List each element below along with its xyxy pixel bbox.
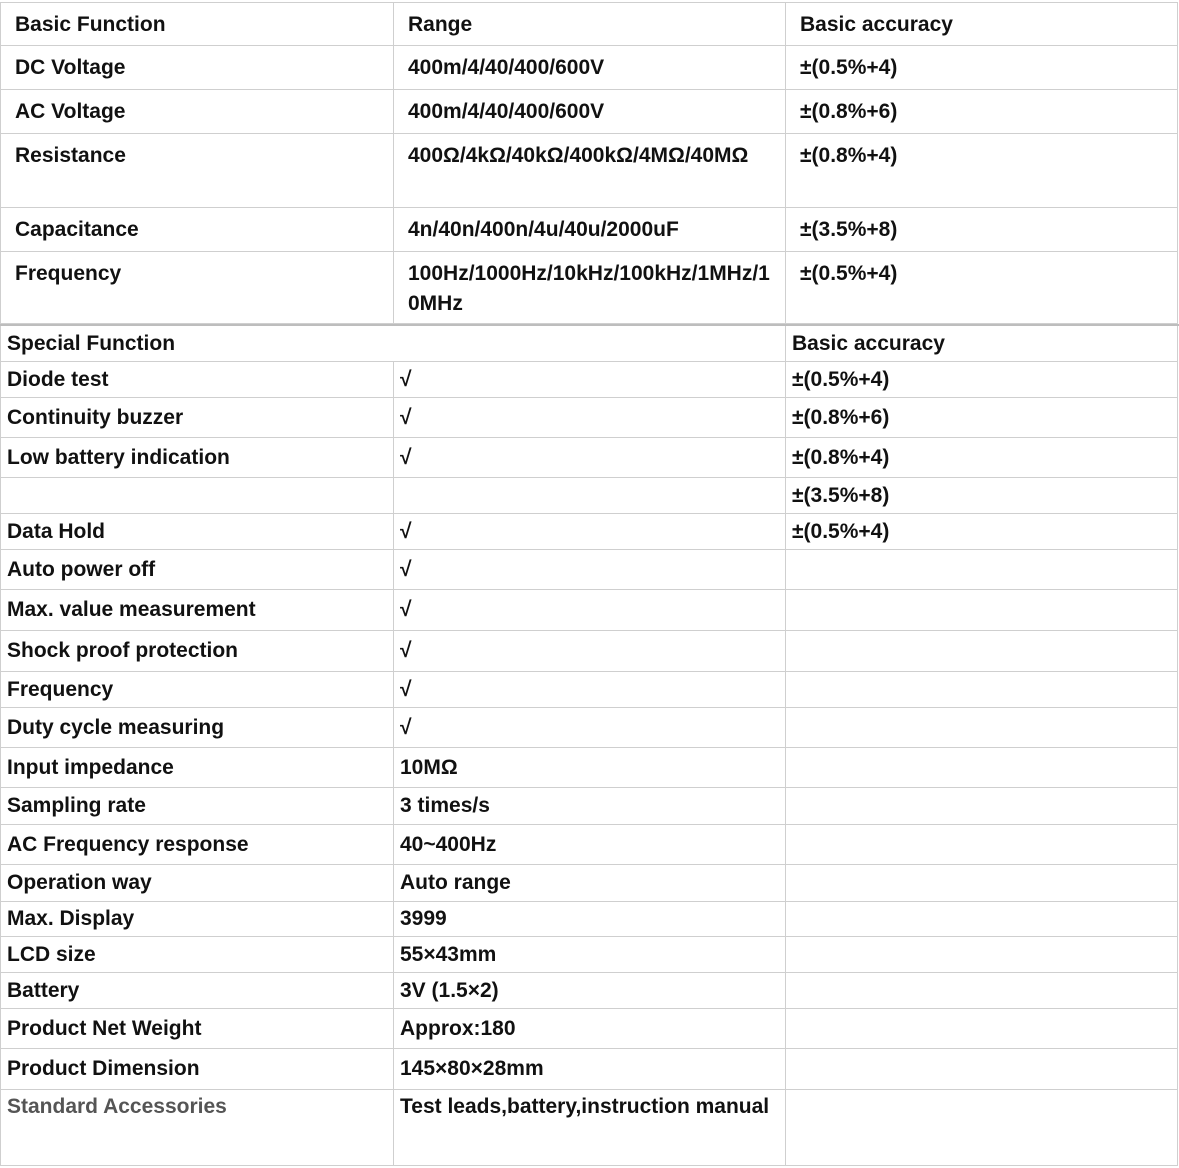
accuracy-cell bbox=[786, 902, 1178, 937]
table-row bbox=[0, 362, 1179, 398]
basic-header-range: Range bbox=[394, 2, 786, 46]
accuracy-cell: ±(0.8%+6) bbox=[786, 398, 1178, 438]
feature-cell: AC Frequency response bbox=[0, 825, 394, 865]
feature-cell: Continuity buzzer bbox=[0, 398, 394, 438]
value-cell: √ bbox=[394, 590, 786, 631]
feature-cell: Max. Display bbox=[0, 902, 394, 937]
accuracy-cell bbox=[786, 631, 1178, 672]
range-cell: 400Ω/4kΩ/40kΩ/400kΩ/4MΩ/40MΩ bbox=[394, 134, 786, 208]
value-cell: 10MΩ bbox=[394, 748, 786, 788]
table-row bbox=[0, 825, 1179, 865]
table-row bbox=[0, 748, 1179, 788]
accuracy-cell bbox=[786, 672, 1178, 708]
table-row bbox=[0, 438, 1179, 478]
accuracy-cell: ±(0.5%+4) bbox=[786, 46, 1178, 90]
range-cell: 400m/4/40/400/600V bbox=[394, 90, 786, 134]
function-cell: Frequency bbox=[0, 252, 394, 324]
table-row bbox=[0, 1049, 1179, 1090]
feature-cell: Battery bbox=[0, 973, 394, 1009]
table-row bbox=[0, 672, 1179, 708]
accuracy-cell bbox=[786, 1049, 1178, 1090]
table-row bbox=[0, 973, 1179, 1009]
feature-cell: Shock proof protection bbox=[0, 631, 394, 672]
accuracy-cell bbox=[786, 1009, 1178, 1049]
range-cell: 400m/4/40/400/600V bbox=[394, 46, 786, 90]
feature-cell: Sampling rate bbox=[0, 788, 394, 825]
table-row bbox=[0, 1090, 1179, 1166]
table-row bbox=[0, 90, 1179, 134]
table-row bbox=[0, 708, 1179, 748]
value-cell: √ bbox=[394, 672, 786, 708]
accuracy-cell bbox=[786, 973, 1178, 1009]
value-cell: Test leads,battery,instruction manual bbox=[394, 1090, 786, 1166]
accuracy-cell bbox=[786, 550, 1178, 590]
feature-cell: Product Dimension bbox=[0, 1049, 394, 1090]
accuracy-cell: ±(3.5%+8) bbox=[786, 208, 1178, 252]
value-cell: 3V (1.5×2) bbox=[394, 973, 786, 1009]
feature-cell: Standard Accessories bbox=[0, 1090, 394, 1166]
special-header-function: Special Function bbox=[0, 326, 786, 362]
value-cell: √ bbox=[394, 708, 786, 748]
value-cell: Auto range bbox=[394, 865, 786, 902]
value-cell: Approx:180 bbox=[394, 1009, 786, 1049]
accuracy-cell bbox=[786, 865, 1178, 902]
function-cell: AC Voltage bbox=[0, 90, 394, 134]
feature-cell: Max. value measurement bbox=[0, 590, 394, 631]
accuracy-cell bbox=[786, 825, 1178, 865]
accuracy-cell: ±(0.5%+4) bbox=[786, 514, 1178, 550]
table-row bbox=[0, 902, 1179, 937]
feature-cell: Product Net Weight bbox=[0, 1009, 394, 1049]
feature-cell: Auto power off bbox=[0, 550, 394, 590]
value-cell: 145×80×28mm bbox=[394, 1049, 786, 1090]
table-row bbox=[0, 398, 1179, 438]
table-row bbox=[0, 252, 1179, 324]
feature-cell: LCD size bbox=[0, 937, 394, 973]
special-header-accuracy: Basic accuracy bbox=[786, 326, 1178, 362]
feature-cell: Duty cycle measuring bbox=[0, 708, 394, 748]
feature-cell: Operation way bbox=[0, 865, 394, 902]
value-cell: 55×43mm bbox=[394, 937, 786, 973]
basic-header-function: Basic Function bbox=[0, 2, 394, 46]
basic-header-row bbox=[0, 2, 1179, 46]
table-row bbox=[0, 631, 1179, 672]
feature-cell: Frequency bbox=[0, 672, 394, 708]
accuracy-cell: ±(0.8%+4) bbox=[786, 134, 1178, 208]
value-cell: 3 times/s bbox=[394, 788, 786, 825]
table-row bbox=[0, 514, 1179, 550]
special-header-row bbox=[0, 326, 1179, 362]
accuracy-cell bbox=[786, 590, 1178, 631]
accuracy-cell: ±(0.8%+6) bbox=[786, 90, 1178, 134]
value-cell: 3999 bbox=[394, 902, 786, 937]
accuracy-cell: ±(0.8%+4) bbox=[786, 438, 1178, 478]
value-cell: √ bbox=[394, 438, 786, 478]
value-cell: 40~400Hz bbox=[394, 825, 786, 865]
feature-cell: Input impedance bbox=[0, 748, 394, 788]
function-cell: DC Voltage bbox=[0, 46, 394, 90]
accuracy-cell bbox=[786, 937, 1178, 973]
feature-cell bbox=[0, 478, 394, 514]
table-row bbox=[0, 134, 1179, 208]
value-cell: √ bbox=[394, 514, 786, 550]
accuracy-cell bbox=[786, 788, 1178, 825]
value-cell: √ bbox=[394, 398, 786, 438]
value-cell: √ bbox=[394, 631, 786, 672]
feature-cell: Diode test bbox=[0, 362, 394, 398]
table-row bbox=[0, 46, 1179, 90]
accuracy-cell: ±(3.5%+8) bbox=[786, 478, 1178, 514]
range-cell: 100Hz/1000Hz/10kHz/100kHz/1MHz/10MHz bbox=[394, 252, 786, 324]
accuracy-cell bbox=[786, 748, 1178, 788]
feature-cell: Data Hold bbox=[0, 514, 394, 550]
accuracy-cell bbox=[786, 1090, 1178, 1166]
accuracy-cell bbox=[786, 708, 1178, 748]
value-cell: √ bbox=[394, 550, 786, 590]
value-cell: √ bbox=[394, 362, 786, 398]
table-row bbox=[0, 590, 1179, 631]
table-row bbox=[0, 1009, 1179, 1049]
basic-header-accuracy: Basic accuracy bbox=[786, 2, 1178, 46]
accuracy-cell: ±(0.5%+4) bbox=[786, 252, 1178, 324]
range-cell: 4n/40n/400n/4u/40u/2000uF bbox=[394, 208, 786, 252]
table-row bbox=[0, 550, 1179, 590]
function-cell: Capacitance bbox=[0, 208, 394, 252]
function-cell: Resistance bbox=[0, 134, 394, 208]
table-row bbox=[0, 478, 1179, 514]
table-row bbox=[0, 865, 1179, 902]
table-row bbox=[0, 937, 1179, 973]
feature-cell: Low battery indication bbox=[0, 438, 394, 478]
table-row bbox=[0, 788, 1179, 825]
value-cell bbox=[394, 478, 786, 514]
accuracy-cell: ±(0.5%+4) bbox=[786, 362, 1178, 398]
table-row bbox=[0, 208, 1179, 252]
